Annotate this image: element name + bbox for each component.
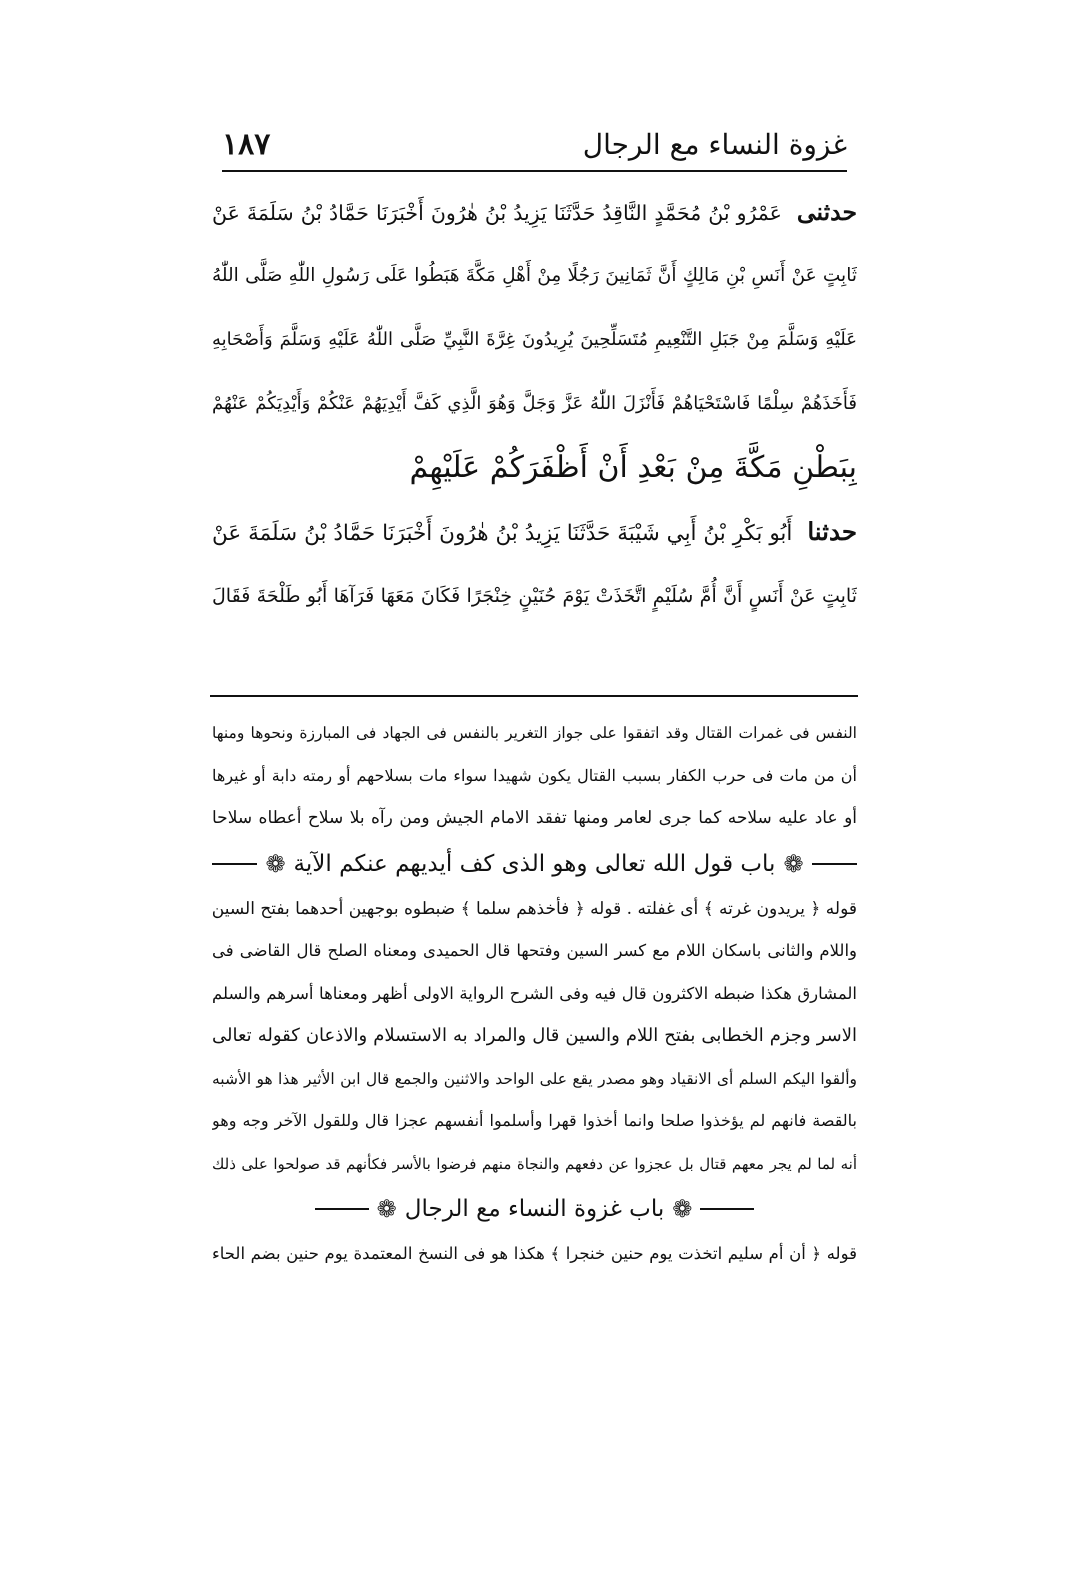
floral-ornament-icon: ❁ [265, 849, 286, 878]
chapter-heading [212, 1185, 857, 1233]
hadith-line: عَلَيْهِ وَسَلَّمَ مِنْ جَبَلِ التَّنْعِيمِ مُتَسَلِّحِينَ يُرِيدُونَ غِرَّةَ النَّبِيِّ صَلَّى اللّٰهُ عَلَيْهِ وَسَلَّمَ وَأَصْحَابِهِ [212, 329, 857, 350]
chapter-heading-text: باب قول الله تعالى وهو الذى كف أيديهم عنكم الآية [293, 850, 776, 877]
floral-ornament-icon: ❁ [672, 1195, 693, 1223]
hadith-line [212, 180, 857, 244]
commentary-line: أن من مات فى حرب الكفار بسبب القتال يكون شهيدا سواء مات بسلاحهم أو رمته دابة أو غيرها [212, 765, 857, 785]
hadith-line: ثَابِتٍ عَنْ أَنَسِ بْنِ مَالِكٍ أَنَّ ثَمَانِينَ رَجُلًا مِنْ أَهْلِ مَكَّةَ هَبَطُوا عَلَى رَسُولِ اللّٰهِ صَلَّى اللّٰهُ [212, 265, 857, 286]
hadith-line [212, 500, 857, 564]
running-title: غزوة النساء مع الرجال [582, 127, 847, 161]
heading-dash [700, 1208, 754, 1210]
commentary-text [212, 712, 857, 1276]
commentary-line: وألقوا اليكم السلم أى الانقياد وهو مصدر يقع على الواحد والاثنين والجمع قال ابن الأثير هذا هو الأشبه [212, 1069, 857, 1088]
floral-ornament-icon: ❁ [783, 849, 804, 878]
commentary-line: بالقصة فانهم لم يؤخذوا صلحا وانما أخذوا قهرا وأسلموا أنفسهم عجزا قال وللقول الآخر وجه وهو [212, 1111, 857, 1130]
hadith-text [212, 180, 857, 628]
page-number: ١٨٧ [222, 126, 271, 162]
commentary-line: النفس فى غمرات القتال وقد اتفقوا على جواز التغرير بالنفس فى الجهاد فى المبارزة ونحوها ومنها [212, 724, 857, 742]
commentary-line: الاسر وجزم الخطابى بفتح اللام والسين قال والمراد به الاستسلام والاذعان كقوله تعالى [212, 1025, 857, 1046]
heading-dash [315, 1208, 369, 1210]
hadith-lead-word: حدثنى [796, 198, 857, 226]
hadith-line-text: أَبُو بَكْرِ بْنُ أَبِي شَيْبَةَ حَدَّثَنَا يَزِيدُ بْنُ هٰرُونَ أَخْبَرَنَا حَمَّادُ بْنُ سَلَمَةَ عَنْ [212, 521, 793, 546]
commentary-line: واللام والثانى باسكان اللام مع كسر السين وفتحها قال الحميدى ومعناه الصلح قال القاضى فى [212, 941, 857, 960]
commentary-line: المشارق هكذا ضبطه الاكثرون قال فيه وفى الشرح الرواية الاولى أظهر ومعناها أسرهم والسلم [212, 983, 857, 1003]
heading-dash [212, 863, 257, 865]
floral-ornament-icon: ❁ [376, 1195, 397, 1223]
section-divider [210, 695, 858, 697]
page-header [222, 118, 847, 172]
commentary-line: قوله ﴿ أن أم سليم اتخذت يوم حنين خنجرا ﴾ هكذا هو فى النسخ المعتمدة يوم حنين بضم الحاء [212, 1244, 857, 1263]
commentary-line: أنه لما لم يجر معهم قتال بل عجزوا عن دفعهم والنجاة منهم فرضوا بالأسر فكأنهم قد صولحوا على ذلك [212, 1154, 857, 1173]
hadith-line-text: عَمْرُو بْنُ مُحَمَّدٍ النَّاقِدُ حَدَّثَنَا يَزِيدُ بْنُ هٰرُونَ أَخْبَرَنَا حَمَّادُ بْنُ سَلَمَةَ عَنْ [212, 201, 782, 225]
chapter-heading [212, 840, 857, 888]
commentary-line: أو عاد عليه سلاحه كما جرى لعامر ومنها تفقد الامام الجيش ومن رآه بلا سلاح أعطاه سلاحا [212, 808, 857, 828]
hadith-line: فَأَخَذَهُمْ سِلْمًا فَاسْتَحْيَاهُمْ فَأَنْزَلَ اللّٰهُ عَزَّ وَجَلَّ وَهُوَ الَّذِي كَفَّ أَيْدِيَهُمْ عَنْكُمْ وَأَيْدِيَكُمْ عَنْهُمْ [212, 393, 857, 414]
hadith-lead-word: حدثنا [807, 517, 857, 546]
hadith-line: ثَابِتٍ عَنْ أَنَسٍ أَنَّ أُمَّ سُلَيْمٍ اتَّخَذَتْ يَوْمَ حُنَيْنٍ خِنْجَرًا فَكَانَ مَعَهَا فَرَآهَا أَبُو طَلْحَةَ فَقَالَ [212, 585, 857, 607]
heading-dash [812, 863, 857, 865]
hadith-line: بِبَطْنِ مَكَّةَ مِنْ بَعْدِ أَنْ أَظْفَرَكُمْ عَلَيْهِمْ [409, 450, 857, 485]
chapter-heading-text: باب غزوة النساء مع الرجال [404, 1196, 665, 1222]
commentary-line: قوله ﴿ يريدون غرته ﴾ أى غفلته . قوله ﴿ فأخذهم سلما ﴾ ضبطوه بوجهين أحدهما بفتح السين [212, 898, 857, 919]
